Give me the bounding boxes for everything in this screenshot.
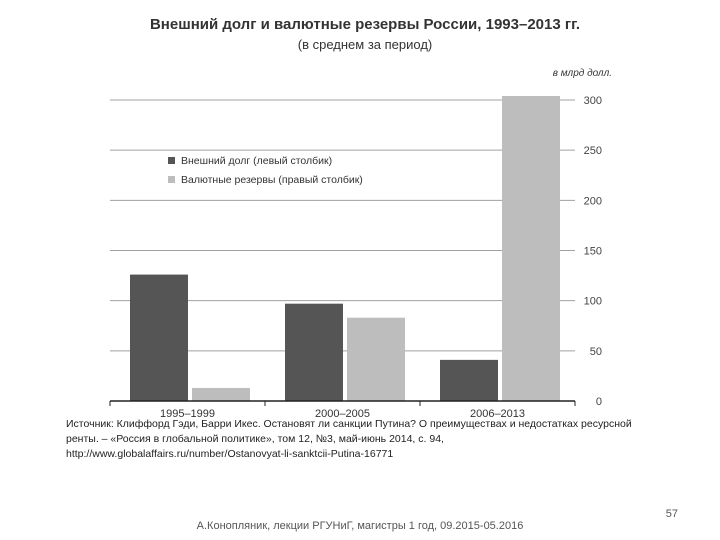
source-url[interactable]: http://www.globalaffairs.ru/number/Ostanovyat-li-sanktcii-Putina-16771 [66,448,394,460]
legend-label: Внешний долг (левый столбик) [181,155,333,167]
source-line-2: ренты. – «Россия в глобальной политике», том 12, №3, май-июнь 2014, с. 94, [66,433,444,445]
legend-label: Валютные резервы (правый столбик) [181,174,363,186]
footer: А.Конопляник, лекции РГУНиГ, магистры 1 год, 09.2015-05.2016 [196,520,524,532]
category-label: 2000–2005 [314,408,371,420]
y-tick-label: 0 [595,396,602,408]
page-number: 57 [665,508,678,520]
bar-debt [440,360,498,401]
y-tick-label: 100 [583,295,602,308]
y-tick-label: 250 [583,145,602,158]
x-axis [110,401,575,406]
y-tick-label: 200 [583,195,602,208]
category-label: 2006–2013 [469,408,526,420]
y-tick-label: 300 [583,95,602,107]
y-tick-label: 50 [589,345,602,358]
bar-reserves [192,388,250,401]
legend-swatch [168,157,175,164]
bar-reserves [502,96,560,401]
bars [130,96,560,401]
bar-debt [285,304,343,401]
bar-reserves [347,318,405,401]
source-line-1: Источник: Клиффорд Гэди, Барри Икес. Остановят ли санкции Путина? О преимуществах и недостатках ресурсной [66,418,632,430]
y-tick-label: 150 [583,245,602,258]
source-citation [66,417,666,462]
chart-title: Внешний долг и валютные резервы России, 1993–2013 гг. [149,16,581,33]
legend-swatch [168,176,175,183]
category-label: 1995–1999 [159,408,216,420]
unit-label: в млрд долл. [552,68,612,79]
y-tick-labels [584,95,602,408]
bar-debt [130,275,188,401]
legend [168,155,363,186]
chart-subtitle: (в среднем за период) [297,37,433,52]
